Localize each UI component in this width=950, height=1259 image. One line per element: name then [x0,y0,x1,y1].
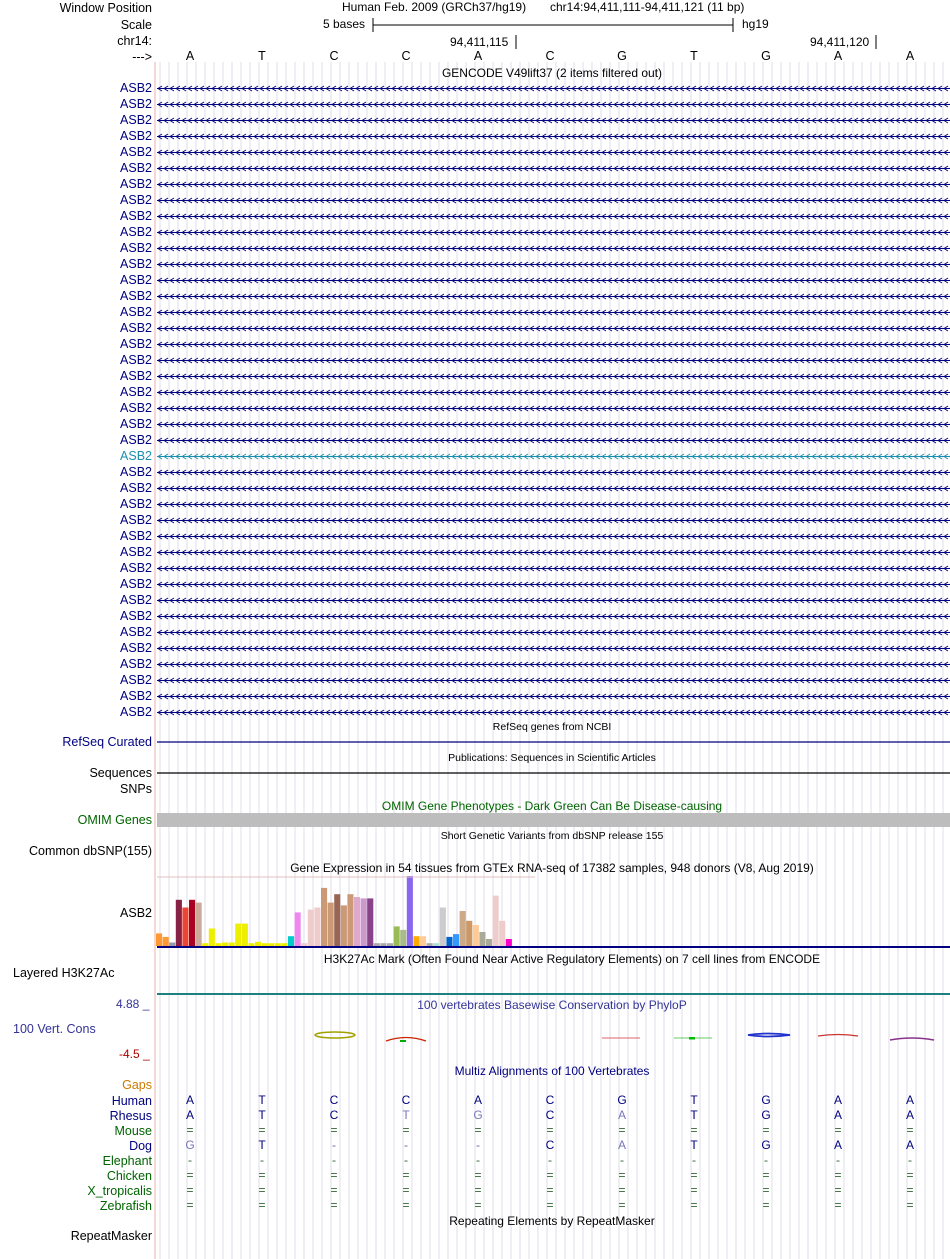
gtex-bar [268,943,274,946]
alignment-base: = [618,1198,626,1212]
gtex-bar [215,943,221,946]
gtex-bar [486,939,492,946]
base-letter: A [473,49,483,63]
coord-label-1: 94,411,115 [450,35,509,49]
gencode-gene-label[interactable]: ASB2 [120,465,152,479]
alignment-base: - [692,1153,696,1167]
h3k27ac-label[interactable]: Layered H3K27Ac [13,966,115,980]
pubs-track-title[interactable]: Publications: Sequences in Scientific Articles [448,752,656,764]
gencode-gene-label[interactable]: ASB2 [120,225,152,239]
gencode-gene-label[interactable]: ASB2 [120,113,152,127]
gencode-gene-label[interactable]: ASB2 [120,353,152,367]
dbsnp-label[interactable]: Common dbSNP(155) [29,844,152,858]
gaps-label[interactable]: Gaps [122,1078,152,1092]
species-label[interactable]: Elephant [102,1154,152,1168]
alignment-base: A [617,1108,626,1122]
phylop-ymin: -4.5 _ [119,1047,150,1061]
gencode-gene-label[interactable]: ASB2 [120,337,152,351]
alignment-base: C [329,1093,339,1107]
gencode-gene-label[interactable]: ASB2 [120,593,152,607]
alignment-base: G [761,1093,771,1107]
alignment-base: G [761,1138,771,1152]
species-label[interactable]: Zebrafish [99,1199,152,1213]
base-letter: A [185,49,195,63]
species-label[interactable]: X_tropicalis [87,1184,152,1198]
alignment-base: - [764,1153,768,1167]
alignment-base: G [473,1108,483,1122]
gtex-bar [189,900,195,946]
alignment-base: C [329,1108,339,1122]
alignment-base: = [474,1183,482,1197]
gencode-gene-label[interactable]: ASB2 [120,705,152,719]
alignment-base: = [402,1198,410,1212]
gtex-label[interactable]: ASB2 [120,906,152,920]
gencode-gene-label[interactable]: ASB2 [120,321,152,335]
gtex-bar [163,937,169,946]
scale-db: hg19 [742,17,769,31]
gtex-bar [169,943,175,947]
gencode-gene-label[interactable]: ASB2 [120,401,152,415]
alignment-base: = [474,1198,482,1212]
alignment-base: A [185,1093,194,1107]
alignment-base: = [834,1183,842,1197]
alignment-base: = [186,1198,194,1212]
alignment-base: = [546,1183,554,1197]
gtex-bar [182,908,188,947]
sequences-label[interactable]: Sequences [89,766,152,780]
coord-label-2: 94,411,120 [810,35,870,49]
gtex-bar [473,925,479,946]
gencode-gene-label[interactable]: ASB2 [120,273,152,287]
gencode-gene-label[interactable]: ASB2 [120,145,152,159]
alignment-base: = [834,1123,842,1137]
phylop-mark [689,1037,695,1040]
alignment-base: T [690,1108,698,1122]
alignment-base: T [258,1108,266,1122]
gtex-bar [202,943,208,946]
gtex-track-title[interactable]: Gene Expression in 54 tissues from GTEx RNA-seq of 17382 samples, 948 donors (V8, Aug 2019) [290,861,814,875]
gtex-bar [387,943,393,946]
gtex-bar [506,939,512,946]
alignment-base: - [836,1153,840,1167]
alignment-base: A [617,1138,626,1152]
gtex-bar [400,930,406,946]
gencode-gene-label[interactable]: ASB2 [120,529,152,543]
gtex-bar [255,942,261,946]
alignment-base: = [762,1168,770,1182]
strand-label: ---> [132,50,152,64]
alignment-base: G [617,1093,627,1107]
alignment-base: = [690,1183,698,1197]
gencode-gene-label[interactable]: ASB2 [120,481,152,495]
alignment-base: = [690,1198,698,1212]
phylop-label[interactable]: 100 Vert. Cons [13,1022,96,1036]
alignment-base: = [618,1123,626,1137]
gtex-bar [222,943,228,947]
species-label[interactable]: Rhesus [109,1109,152,1123]
alignment-base: = [690,1168,698,1182]
rmsk-label[interactable]: RepeatMasker [70,1229,152,1243]
gencode-gene-label[interactable]: ASB2 [120,641,152,655]
refseq-track-title[interactable]: RefSeq genes from NCBI [492,721,612,733]
gtex-bar [295,912,301,946]
scale-text: 5 bases [323,17,366,31]
alignment-base: = [618,1168,626,1182]
phylop-track-title[interactable]: 100 vertebrates Basewise Conservation by PhyloP [417,998,687,1012]
base-letter: T [690,49,698,63]
gtex-bar [288,936,294,946]
gtex-bar [367,898,373,946]
base-letter: A [905,49,915,63]
species-label[interactable]: Human [111,1094,152,1108]
alignment-base: - [548,1153,552,1167]
alignment-base: A [185,1108,194,1122]
gtex-bar [493,896,499,946]
alignment-base: = [474,1168,482,1182]
dbsnp-track-title[interactable]: Short Genetic Variants from dbSNP release 155 [440,830,664,842]
species-label[interactable]: Mouse [114,1124,152,1138]
gtex-bar [453,934,459,946]
alignment-base: = [330,1168,338,1182]
alignment-base: = [330,1183,338,1197]
alignment-base: = [186,1123,194,1137]
window-position-label: Window Position [59,1,152,15]
alignment-base: = [906,1123,914,1137]
phylop-mark [818,1035,858,1037]
base-letter: C [401,49,411,63]
gencode-gene-label[interactable]: ASB2 [120,497,152,511]
alignment-base: = [258,1123,266,1137]
alignment-base: - [332,1138,336,1152]
alignment-base: A [905,1138,914,1152]
assembly-name: Human Feb. 2009 (GRCh37/hg19) [342,0,527,14]
gtex-bar [341,905,347,946]
gtex-bar [413,936,419,946]
multiz-track-title[interactable]: Multiz Alignments of 100 Vertebrates [454,1064,650,1078]
gtex-bar [275,943,281,946]
alignment-base: - [188,1153,192,1167]
omim-label[interactable]: OMIM Genes [77,813,152,827]
phylop-mark [400,1040,406,1042]
gtex-bar [242,924,248,946]
alignment-base: A [905,1093,914,1107]
alignment-base: = [690,1123,698,1137]
gencode-gene-label[interactable]: ASB2 [120,305,152,319]
alignment-base: C [545,1138,555,1152]
gtex-bar [301,943,307,946]
gencode-gene-label[interactable]: ASB2 [120,625,152,639]
gtex-bar [466,921,472,946]
gtex-bar [407,876,413,946]
gencode-gene-label[interactable]: ASB2 [120,561,152,575]
h3k27ac-track-title[interactable]: H3K27Ac Mark (Often Found Near Active Regulatory Elements) on 7 cell lines from ENCODE [323,952,821,966]
gencode-gene-label[interactable]: ASB2 [120,97,152,111]
phylop-mark [890,1038,934,1040]
alignment-base: = [762,1183,770,1197]
gtex-bar [440,908,446,947]
base-letter: C [545,49,555,63]
gtex-bar [361,898,367,946]
gtex-bar [479,932,485,946]
base-letter: G [617,49,627,63]
gencode-gene-label[interactable]: ASB2 [120,689,152,703]
gtex-bar [427,943,433,946]
chrom-label: chr14: [117,34,152,48]
alignment-base: = [546,1198,554,1212]
scale-label: Scale [120,18,152,32]
gtex-bar [314,908,320,947]
gtex-bar [394,926,400,946]
gencode-gene-label[interactable]: ASB2 [120,289,152,303]
alignment-base: C [401,1093,411,1107]
alignment-base: = [258,1168,266,1182]
alignment-base: G [185,1138,195,1152]
alignment-base: T [690,1093,698,1107]
alignment-base: = [906,1183,914,1197]
alignment-base: = [186,1183,194,1197]
gtex-bar [248,943,254,946]
alignment-base: = [762,1198,770,1212]
gtex-bar [196,903,202,946]
gencode-gene-label[interactable]: ASB2 [120,657,152,671]
alignment-base: = [402,1123,410,1137]
gtex-bar [156,933,162,946]
alignment-base: = [330,1198,338,1212]
alignment-base: = [330,1123,338,1137]
alignment-base: - [260,1153,264,1167]
refseq-label[interactable]: RefSeq Curated [62,735,152,749]
alignment-base: - [620,1153,624,1167]
alignment-base: = [762,1123,770,1137]
alignment-base: = [546,1123,554,1137]
gtex-bar [176,900,182,946]
alignment-base: = [258,1198,266,1212]
alignment-base: A [833,1108,842,1122]
gencode-gene-label[interactable]: ASB2 [120,609,152,623]
gencode-gene-label[interactable]: ASB2 [120,449,152,463]
alignment-base: = [546,1168,554,1182]
gencode-gene-label[interactable]: ASB2 [120,433,152,447]
alignment-base: - [332,1153,336,1167]
base-letter: A [833,49,843,63]
base-letter: T [258,49,266,63]
gencode-gene-label[interactable]: ASB2 [120,417,152,431]
alignment-base: - [476,1153,480,1167]
alignment-base: - [404,1153,408,1167]
alignment-base: = [402,1183,410,1197]
alignment-base: = [906,1168,914,1182]
base-letter: G [761,49,771,63]
gtex-bar [262,943,268,946]
alignment-base: A [833,1093,842,1107]
gencode-gene-label[interactable]: ASB2 [120,129,152,143]
alignment-base: = [834,1168,842,1182]
gencode-gene-label[interactable]: ASB2 [120,193,152,207]
alignment-base: A [905,1108,914,1122]
position-text: chr14:94,411,111-94,411,121 (11 bp) [550,0,745,14]
gtex-bar [281,943,287,946]
alignment-base: C [545,1108,555,1122]
gtex-bar [374,943,380,946]
alignment-base: T [258,1138,266,1152]
alignment-base: = [474,1123,482,1137]
gencode-gene-label[interactable]: ASB2 [120,577,152,591]
alignment-base: C [545,1093,555,1107]
alignment-base: = [186,1168,194,1182]
gtex-bar [229,943,235,947]
gtex-bar [321,888,327,946]
phylop-ymax: 4.88 _ [116,997,150,1011]
species-label[interactable]: Chicken [106,1169,152,1183]
gtex-bar [420,936,426,946]
alignment-base: G [761,1108,771,1122]
alignment-base: = [618,1183,626,1197]
gtex-bar [499,921,505,946]
alignment-base: T [690,1138,698,1152]
gtex-bar [328,903,334,946]
alignment-base: - [908,1153,912,1167]
gencode-gene-label[interactable]: ASB2 [120,161,152,175]
gtex-bar [433,943,439,946]
gencode-gene-label[interactable]: ASB2 [120,177,152,191]
gencode-track-title[interactable]: GENCODE V49lift37 (2 items filtered out) [441,66,663,80]
alignment-base: = [402,1168,410,1182]
gencode-gene-label[interactable]: ASB2 [120,385,152,399]
gtex-bar [446,937,452,946]
alignment-base: A [473,1093,482,1107]
omim-track-title[interactable]: OMIM Gene Phenotypes - Dark Green Can Be Disease-causing [381,799,723,813]
gencode-gene-label[interactable]: ASB2 [120,257,152,271]
gtex-bar [209,929,215,947]
alignment-base: A [833,1138,842,1152]
gencode-gene-label[interactable]: ASB2 [120,209,152,223]
gencode-gene-label[interactable]: ASB2 [120,241,152,255]
alignment-base: T [402,1108,410,1122]
base-letter: C [329,49,339,63]
alignment-base: = [258,1183,266,1197]
gencode-gene-label[interactable]: ASB2 [120,673,152,687]
snps-label[interactable]: SNPs [120,782,152,796]
species-label[interactable]: Dog [129,1139,152,1153]
gtex-bar [380,943,386,946]
gencode-gene-label[interactable]: ASB2 [120,513,152,527]
alignment-base: = [834,1198,842,1212]
alignment-base: - [404,1138,408,1152]
gtex-bar [354,897,360,946]
gtex-bar [308,910,314,946]
gtex-bar [347,894,353,946]
alignment-base: = [906,1198,914,1212]
gtex-bar [460,911,466,946]
gencode-gene-label[interactable]: ASB2 [120,369,152,383]
gtex-bar [235,924,241,946]
gencode-gene-label[interactable]: ASB2 [120,545,152,559]
omim-bar [157,813,950,827]
phylop-mark [748,1034,790,1037]
gtex-bar [334,894,340,946]
gencode-gene-label[interactable]: ASB2 [120,81,152,95]
alignment-base: - [476,1138,480,1152]
rmsk-track-title[interactable]: Repeating Elements by RepeatMasker [449,1214,655,1228]
alignment-base: T [258,1093,266,1107]
